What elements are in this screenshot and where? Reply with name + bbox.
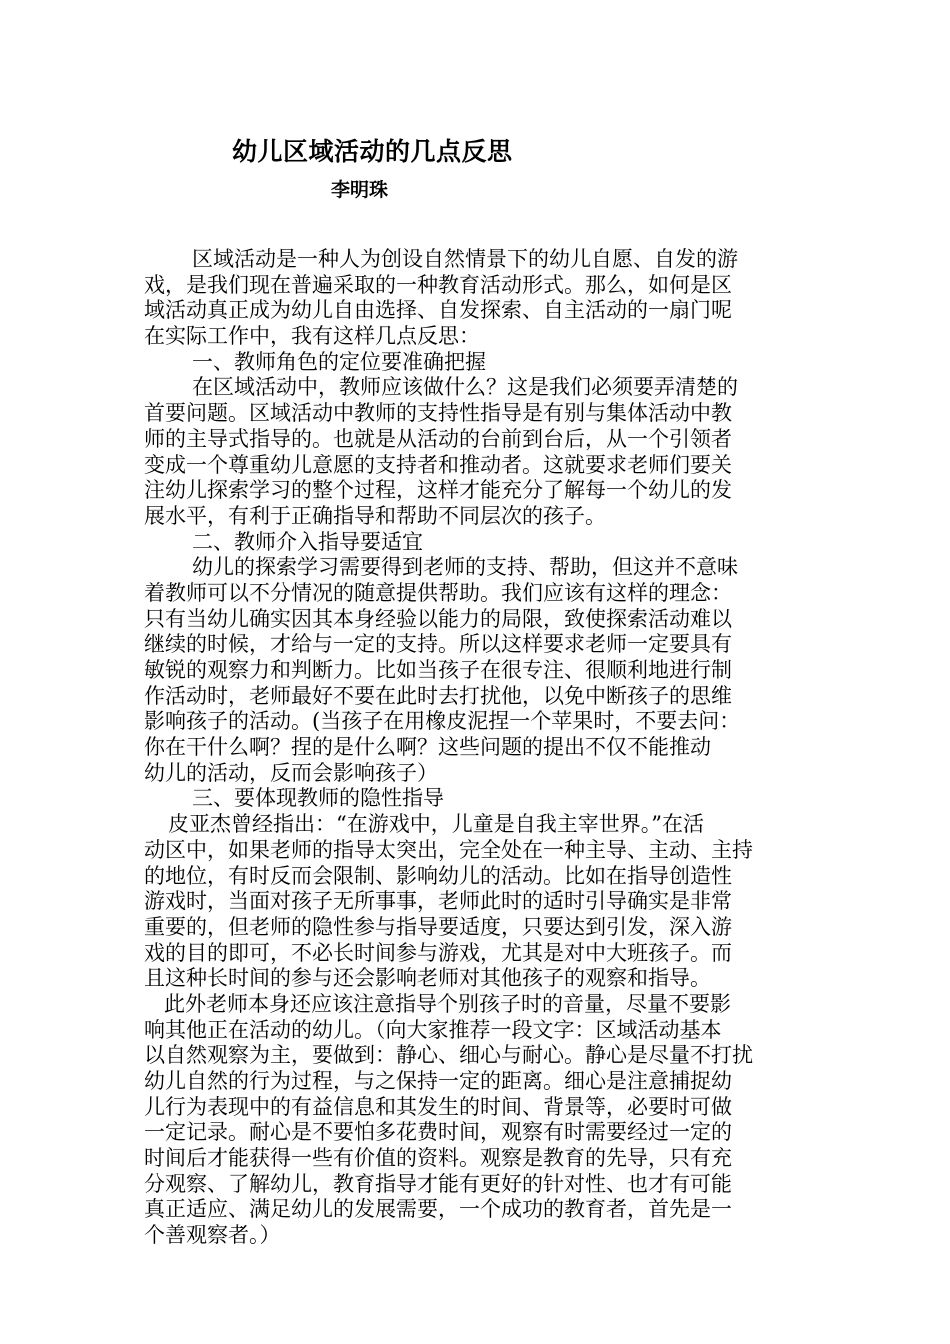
document-body [144,247,812,1249]
section-heading: 二、教师介入指导要适宜 [192,529,423,554]
body-line: 在区域活动中，教师应该做什么？这是我们必须要弄清楚的 [192,375,738,400]
body-line: 戏的目的即可，不必长时间参与游戏，尤其是对中大班孩子。而 [144,940,732,965]
body-line: 皮亚杰曾经指出：“在游戏中，儿童是自我主宰世界。”在活 [168,812,704,837]
body-line: 幼儿自然的行为过程，与之保持一定的距离。细心是注意捕捉幼 [144,1069,732,1093]
section-heading: 一、教师角色的定位要准确把握 [192,349,486,374]
body-line: 且这种长时间的参与还会影响老师对其他孩子的观察和指导。 [144,966,711,991]
body-line: 个善观察者。） [144,1223,281,1248]
body-line: 着教师可以不分情况的随意提供帮助。我们应该有这样的理念： [144,580,732,605]
body-line: 以自然观察为主，要做到：静心、细心与耐心。静心是尽量不打扰 [144,1043,753,1068]
body-line: 变成一个尊重幼儿意愿的支持者和推动者。这就要求老师们要关 [144,452,732,477]
body-line: 继续的时候，才给与一定的支持。所以这样要求老师一定要具有 [144,632,732,657]
body-line: 只有当幼儿确实因其本身经验以能力的局限，致使探索活动难以 [144,606,732,631]
body-line: 区域活动是一种人为创设自然情景下的幼儿自愿、自发的游 [192,247,738,271]
body-line: 师的主导式指导的。也就是从活动的台前到台后，从一个引领者 [144,426,732,451]
body-line: 此外老师本身还应该注意指导个别孩子时的音量，尽量不要影 [164,991,731,1016]
body-line: 域活动真正成为幼儿自由选择、自发探索、自主活动的一扇门呢 [144,298,732,323]
body-line: 在实际工作中，我有这样几点反思： [144,324,480,349]
body-line: 分观察、了解幼儿，教育指导才能有更好的针对性、也才有可能 [144,1171,732,1196]
body-line: 动区中，如果老师的指导太突出，完全处在一种主导、主动、主持 [144,837,753,862]
body-line: 影响孩子的活动。(当孩子在用橡皮泥捏一个苹果时，不要去问： [144,709,741,734]
body-line: 一定记录。耐心是不要怕多花费时间，观察有时需要经过一定的 [144,1120,732,1145]
body-line: 儿行为表现中的有益信息和其发生的时间、背景等，必要时可做 [144,1094,732,1119]
body-line: 敏锐的观察力和判断力。比如当孩子在很专注、很顺利地进行制 [144,658,732,682]
body-line: 时间后才能获得一些有价值的资料。观察是教育的先导，只有充 [144,1146,732,1171]
body-line: 你在干什么啊？捏的是什么啊？这些问题的提出不仅不能推动 [144,735,711,760]
body-line: 作活动时，老师最好不要在此时去打扰他，以免中断孩子的思维 [144,683,732,708]
document-author: 李明珠 [331,179,389,201]
body-line: 幼儿的探索学习需要得到老师的支持、帮助，但这并不意味 [192,555,738,580]
body-line: 响其他正在活动的幼儿。（向大家推荐一段文字：区域活动基本 [144,1017,722,1042]
body-line: 的地位，有时反而会限制、影响幼儿的活动。比如在指导创造性 [144,863,732,888]
body-line: 展水平，有利于正确指导和帮助不同层次的孩子。 [144,503,606,528]
body-line: 真正适应、满足幼儿的发展需要，一个成功的教育者，首先是一 [144,1197,732,1222]
body-line: 首要问题。区域活动中教师的支持性指导是有别与集体活动中教 [144,401,732,426]
body-line: 幼儿的活动，反而会影响孩子） [144,760,438,785]
section-heading: 三、要体现教师的隐性指导 [192,786,444,811]
body-line: 戏，是我们现在普遍采取的一种教育活动形式。那么，如何是区 [144,272,732,297]
body-line: 注幼儿探索学习的整个过程，这样才能充分了解每一个幼儿的发 [144,478,732,503]
document-title: 幼儿区域活动的几点反思 [232,137,513,166]
body-line: 重要的，但老师的隐性参与指导要适度，只要达到引发，深入游 [144,914,732,939]
body-line: 游戏时，当面对孩子无所事事，老师此时的适时引导确实是非常 [144,889,732,914]
